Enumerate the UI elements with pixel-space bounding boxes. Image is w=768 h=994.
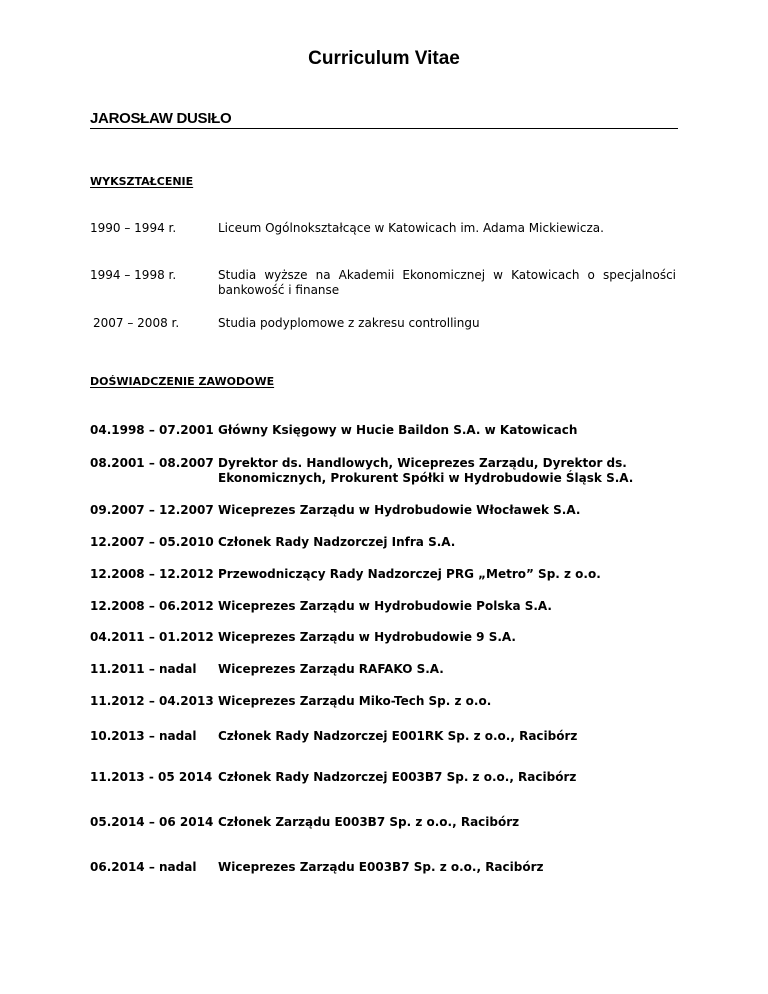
experience-description: Członek Rady Nadzorczej E003B7 Sp. z o.o., Racibórz xyxy=(218,770,577,784)
education-dates: 1994 – 1998 r. xyxy=(90,268,177,282)
experience-description: Główny Księgowy w Hucie Baildon S.A. w Katowicach xyxy=(218,423,578,437)
experience-description: Wiceprezes Zarządu E003B7 Sp. z o.o., Racibórz xyxy=(218,860,544,874)
experience-description: Członek Rady Nadzorczej Infra S.A. xyxy=(218,535,456,549)
experience-description: Członek Rady Nadzorczej E001RK Sp. z o.o., Racibórz xyxy=(218,729,578,743)
education-description: Studia wyższe na Akademii Ekonomicznej w Katowicach o specjalności bankowość i finanse xyxy=(218,268,676,297)
experience-dates: 06.2014 – nadal xyxy=(90,860,197,874)
experience-dates: 09.2007 – 12.2007 xyxy=(90,503,214,517)
experience-heading: DOŚWIADCZENIE ZAWODOWE xyxy=(90,375,275,388)
experience-dates: 12.2008 – 06.2012 xyxy=(90,599,214,613)
experience-dates: 04.2011 – 01.2012 xyxy=(90,630,214,644)
person-name: JAROSŁAW DUSIŁO xyxy=(90,110,232,127)
experience-dates: 12.2008 – 12.2012 xyxy=(90,567,214,581)
experience-dates: 10.2013 – nadal xyxy=(90,729,197,743)
education-dates: 1990 – 1994 r. xyxy=(90,221,177,235)
experience-description: Wiceprezes Zarządu RAFAKO S.A. xyxy=(218,662,444,676)
experience-dates: 11.2011 – nadal xyxy=(90,662,197,676)
experience-dates: 05.2014 – 06 2014 xyxy=(90,815,214,829)
experience-dates: 11.2013 - 05 2014 xyxy=(90,770,213,784)
experience-dates: 08.2001 – 08.2007 xyxy=(90,456,214,470)
education-heading: WYKSZTAŁCENIE xyxy=(90,175,194,188)
experience-description: Wiceprezes Zarządu w Hydrobudowie 9 S.A. xyxy=(218,630,516,644)
experience-description: Wiceprezes Zarządu w Hydrobudowie Włocławek S.A. xyxy=(218,503,581,517)
education-description: Studia podyplomowe z zakresu controllingu xyxy=(218,316,480,330)
name-divider xyxy=(90,128,678,129)
experience-dates: 11.2012 – 04.2013 xyxy=(90,694,214,708)
document-title: Curriculum Vitae xyxy=(308,48,460,69)
experience-description: Wiceprezes Zarządu Miko-Tech Sp. z o.o. xyxy=(218,694,492,708)
education-description: Liceum Ogólnokształcące w Katowicach im. Adama Mickiewicza. xyxy=(218,221,604,235)
experience-description: Przewodniczący Rady Nadzorczej PRG „Metro” Sp. z o.o. xyxy=(218,567,601,581)
experience-dates: 12.2007 – 05.2010 xyxy=(90,535,214,549)
experience-description: Wiceprezes Zarządu w Hydrobudowie Polska S.A. xyxy=(218,599,552,613)
experience-description: Dyrektor ds. Handlowych, Wiceprezes Zarządu, Dyrektor ds. Ekonomicznych, Prokurent Spółki w Hydrobudowie Śląsk S.A. xyxy=(218,456,634,485)
experience-description: Członek Zarządu E003B7 Sp. z o.o., Racibórz xyxy=(218,815,520,829)
experience-dates: 04.1998 – 07.2001 xyxy=(90,423,214,437)
education-dates: 2007 – 2008 r. xyxy=(93,316,180,330)
